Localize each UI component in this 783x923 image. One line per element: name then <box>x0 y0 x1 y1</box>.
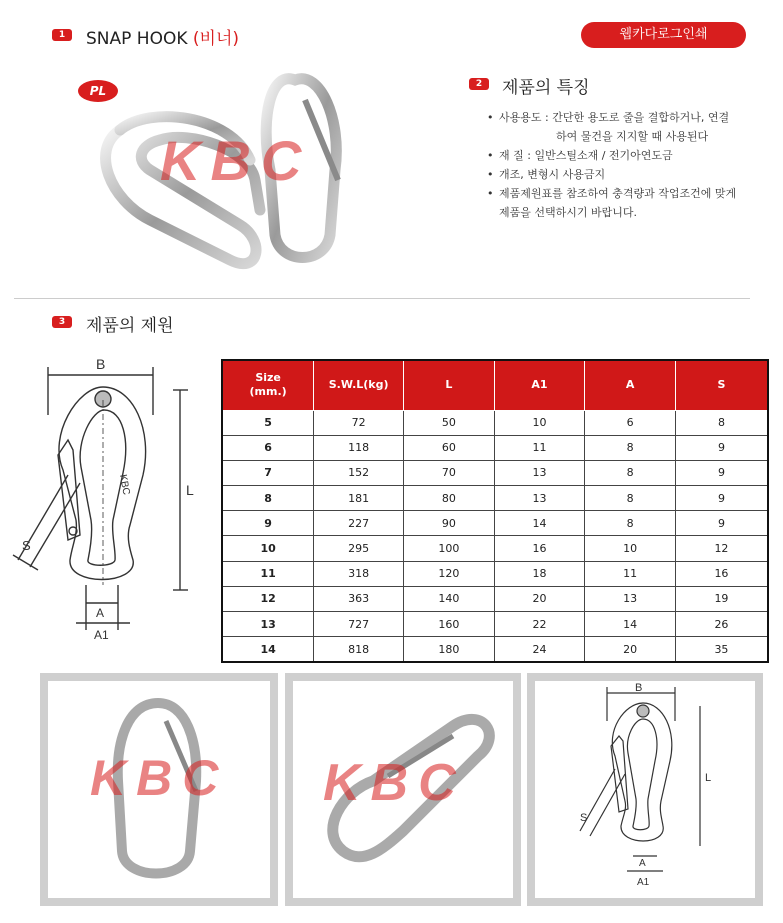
dim-b-label: B <box>96 356 106 372</box>
value-cell: 13 <box>585 586 676 611</box>
value-cell: 12 <box>675 536 768 561</box>
spec-table <box>221 359 769 663</box>
value-cell: 13 <box>494 486 585 511</box>
feature-material: • 재 질 : 일반스틸소재 / 전기아연도금 <box>487 146 777 165</box>
value-cell: 24 <box>494 637 585 662</box>
value-cell: 16 <box>494 536 585 561</box>
dim-a-label: A <box>96 606 105 620</box>
table-row <box>222 511 768 536</box>
small-dim-a1: A1 <box>637 877 650 888</box>
value-cell: 22 <box>494 612 585 637</box>
size-cell: 8 <box>222 486 314 511</box>
size-cell: 14 <box>222 637 314 662</box>
kbc-watermark-3: KBC <box>323 754 466 812</box>
value-cell: 11 <box>494 435 585 460</box>
value-cell: 100 <box>404 536 495 561</box>
bottom-photo-1 <box>40 673 278 906</box>
value-cell: 18 <box>494 561 585 586</box>
table-row <box>222 637 768 662</box>
header-size-unit: (mm.) <box>249 385 287 399</box>
dim-l-label: L <box>186 482 194 498</box>
size-cell: 13 <box>222 612 314 637</box>
spec-header-row <box>222 360 768 410</box>
value-cell: 160 <box>404 612 495 637</box>
feature-selection-cont: 제품을 선택하시기 바랍니다. <box>499 206 638 219</box>
header-a1: A1 <box>494 360 585 410</box>
small-dim-l: L <box>705 772 712 784</box>
table-row <box>222 410 768 435</box>
feature-selection: • 제품제원표를 참조하여 충격량과 작업조건에 맞게 <box>487 184 777 203</box>
small-dim-s: S <box>580 812 588 824</box>
features-list <box>487 108 777 222</box>
value-cell: 19 <box>675 586 768 611</box>
feature-usage-cont: 하여 물건을 지지할 때 사용된다 <box>556 130 709 143</box>
section-divider <box>14 298 750 299</box>
table-row <box>222 486 768 511</box>
value-cell: 6 <box>585 410 676 435</box>
header-a: A <box>585 360 676 410</box>
pl-logo: PL <box>78 80 118 102</box>
feature-warning: • 개조, 변형시 사용금지 <box>487 165 777 184</box>
value-cell: 8 <box>585 435 676 460</box>
size-cell: 7 <box>222 460 314 485</box>
value-cell: 9 <box>675 435 768 460</box>
value-cell: 50 <box>404 410 495 435</box>
value-cell: 8 <box>585 511 676 536</box>
value-cell: 818 <box>314 637 404 662</box>
section-number-2: 2 <box>469 78 489 90</box>
small-dim-b: B <box>635 682 643 694</box>
value-cell: 8 <box>585 460 676 485</box>
header-swl: S.W.L(kg) <box>314 360 404 410</box>
value-cell: 140 <box>404 586 495 611</box>
small-dim-a: A <box>639 858 646 869</box>
value-cell: 727 <box>314 612 404 637</box>
value-cell: 26 <box>675 612 768 637</box>
title-korean: (비너) <box>192 29 240 49</box>
dim-a1-label: A1 <box>94 628 109 642</box>
table-row <box>222 561 768 586</box>
value-cell: 118 <box>314 435 404 460</box>
size-cell: 11 <box>222 561 314 586</box>
value-cell: 295 <box>314 536 404 561</box>
header-size-label: Size <box>255 371 281 385</box>
size-cell: 9 <box>222 511 314 536</box>
specs-title: 제품의 제원 <box>86 316 174 336</box>
size-cell: 10 <box>222 536 314 561</box>
value-cell: 90 <box>404 511 495 536</box>
bottom-photo-2 <box>285 673 521 906</box>
value-cell: 13 <box>494 460 585 485</box>
page-title <box>86 24 239 49</box>
value-cell: 120 <box>404 561 495 586</box>
value-cell: 9 <box>675 511 768 536</box>
title-text: SNAP HOOK <box>86 29 188 49</box>
table-row <box>222 460 768 485</box>
value-cell: 35 <box>675 637 768 662</box>
value-cell: 318 <box>314 561 404 586</box>
header-l: L <box>404 360 495 410</box>
value-cell: 363 <box>314 586 404 611</box>
header-s: S <box>675 360 768 410</box>
value-cell: 60 <box>404 435 495 460</box>
value-cell: 9 <box>675 460 768 485</box>
value-cell: 20 <box>585 637 676 662</box>
value-cell: 70 <box>404 460 495 485</box>
value-cell: 10 <box>585 536 676 561</box>
table-row <box>222 536 768 561</box>
value-cell: 227 <box>314 511 404 536</box>
header-size <box>222 360 314 410</box>
kbc-watermark-main: KBC <box>160 129 312 192</box>
section-number-1: 1 <box>52 29 72 41</box>
value-cell: 8 <box>675 410 768 435</box>
value-cell: 10 <box>494 410 585 435</box>
table-row <box>222 612 768 637</box>
size-cell: 12 <box>222 586 314 611</box>
dim-s-label: S <box>22 538 31 553</box>
kbc-watermark-2: KBC <box>90 750 229 806</box>
value-cell: 11 <box>585 561 676 586</box>
bottom-drawing <box>527 673 763 906</box>
technical-drawing-small <box>535 681 755 898</box>
size-cell: 6 <box>222 435 314 460</box>
drawing-brand-label: KBC <box>117 473 132 496</box>
value-cell: 152 <box>314 460 404 485</box>
value-cell: 180 <box>404 637 495 662</box>
value-cell: 8 <box>585 486 676 511</box>
value-cell: 14 <box>494 511 585 536</box>
table-row <box>222 435 768 460</box>
section-number-3: 3 <box>52 316 72 328</box>
value-cell: 9 <box>675 486 768 511</box>
features-title: 제품의 특징 <box>502 78 590 98</box>
table-row <box>222 586 768 611</box>
value-cell: 72 <box>314 410 404 435</box>
value-cell: 80 <box>404 486 495 511</box>
size-cell: 5 <box>222 410 314 435</box>
web-catalog-print-button[interactable]: 웹카다로그인쇄 <box>581 22 746 48</box>
value-cell: 14 <box>585 612 676 637</box>
value-cell: 20 <box>494 586 585 611</box>
value-cell: 181 <box>314 486 404 511</box>
technical-drawing <box>8 355 208 645</box>
feature-usage: • 사용용도 : 간단한 용도로 줄을 결합하거나, 연결 <box>487 108 777 127</box>
value-cell: 16 <box>675 561 768 586</box>
